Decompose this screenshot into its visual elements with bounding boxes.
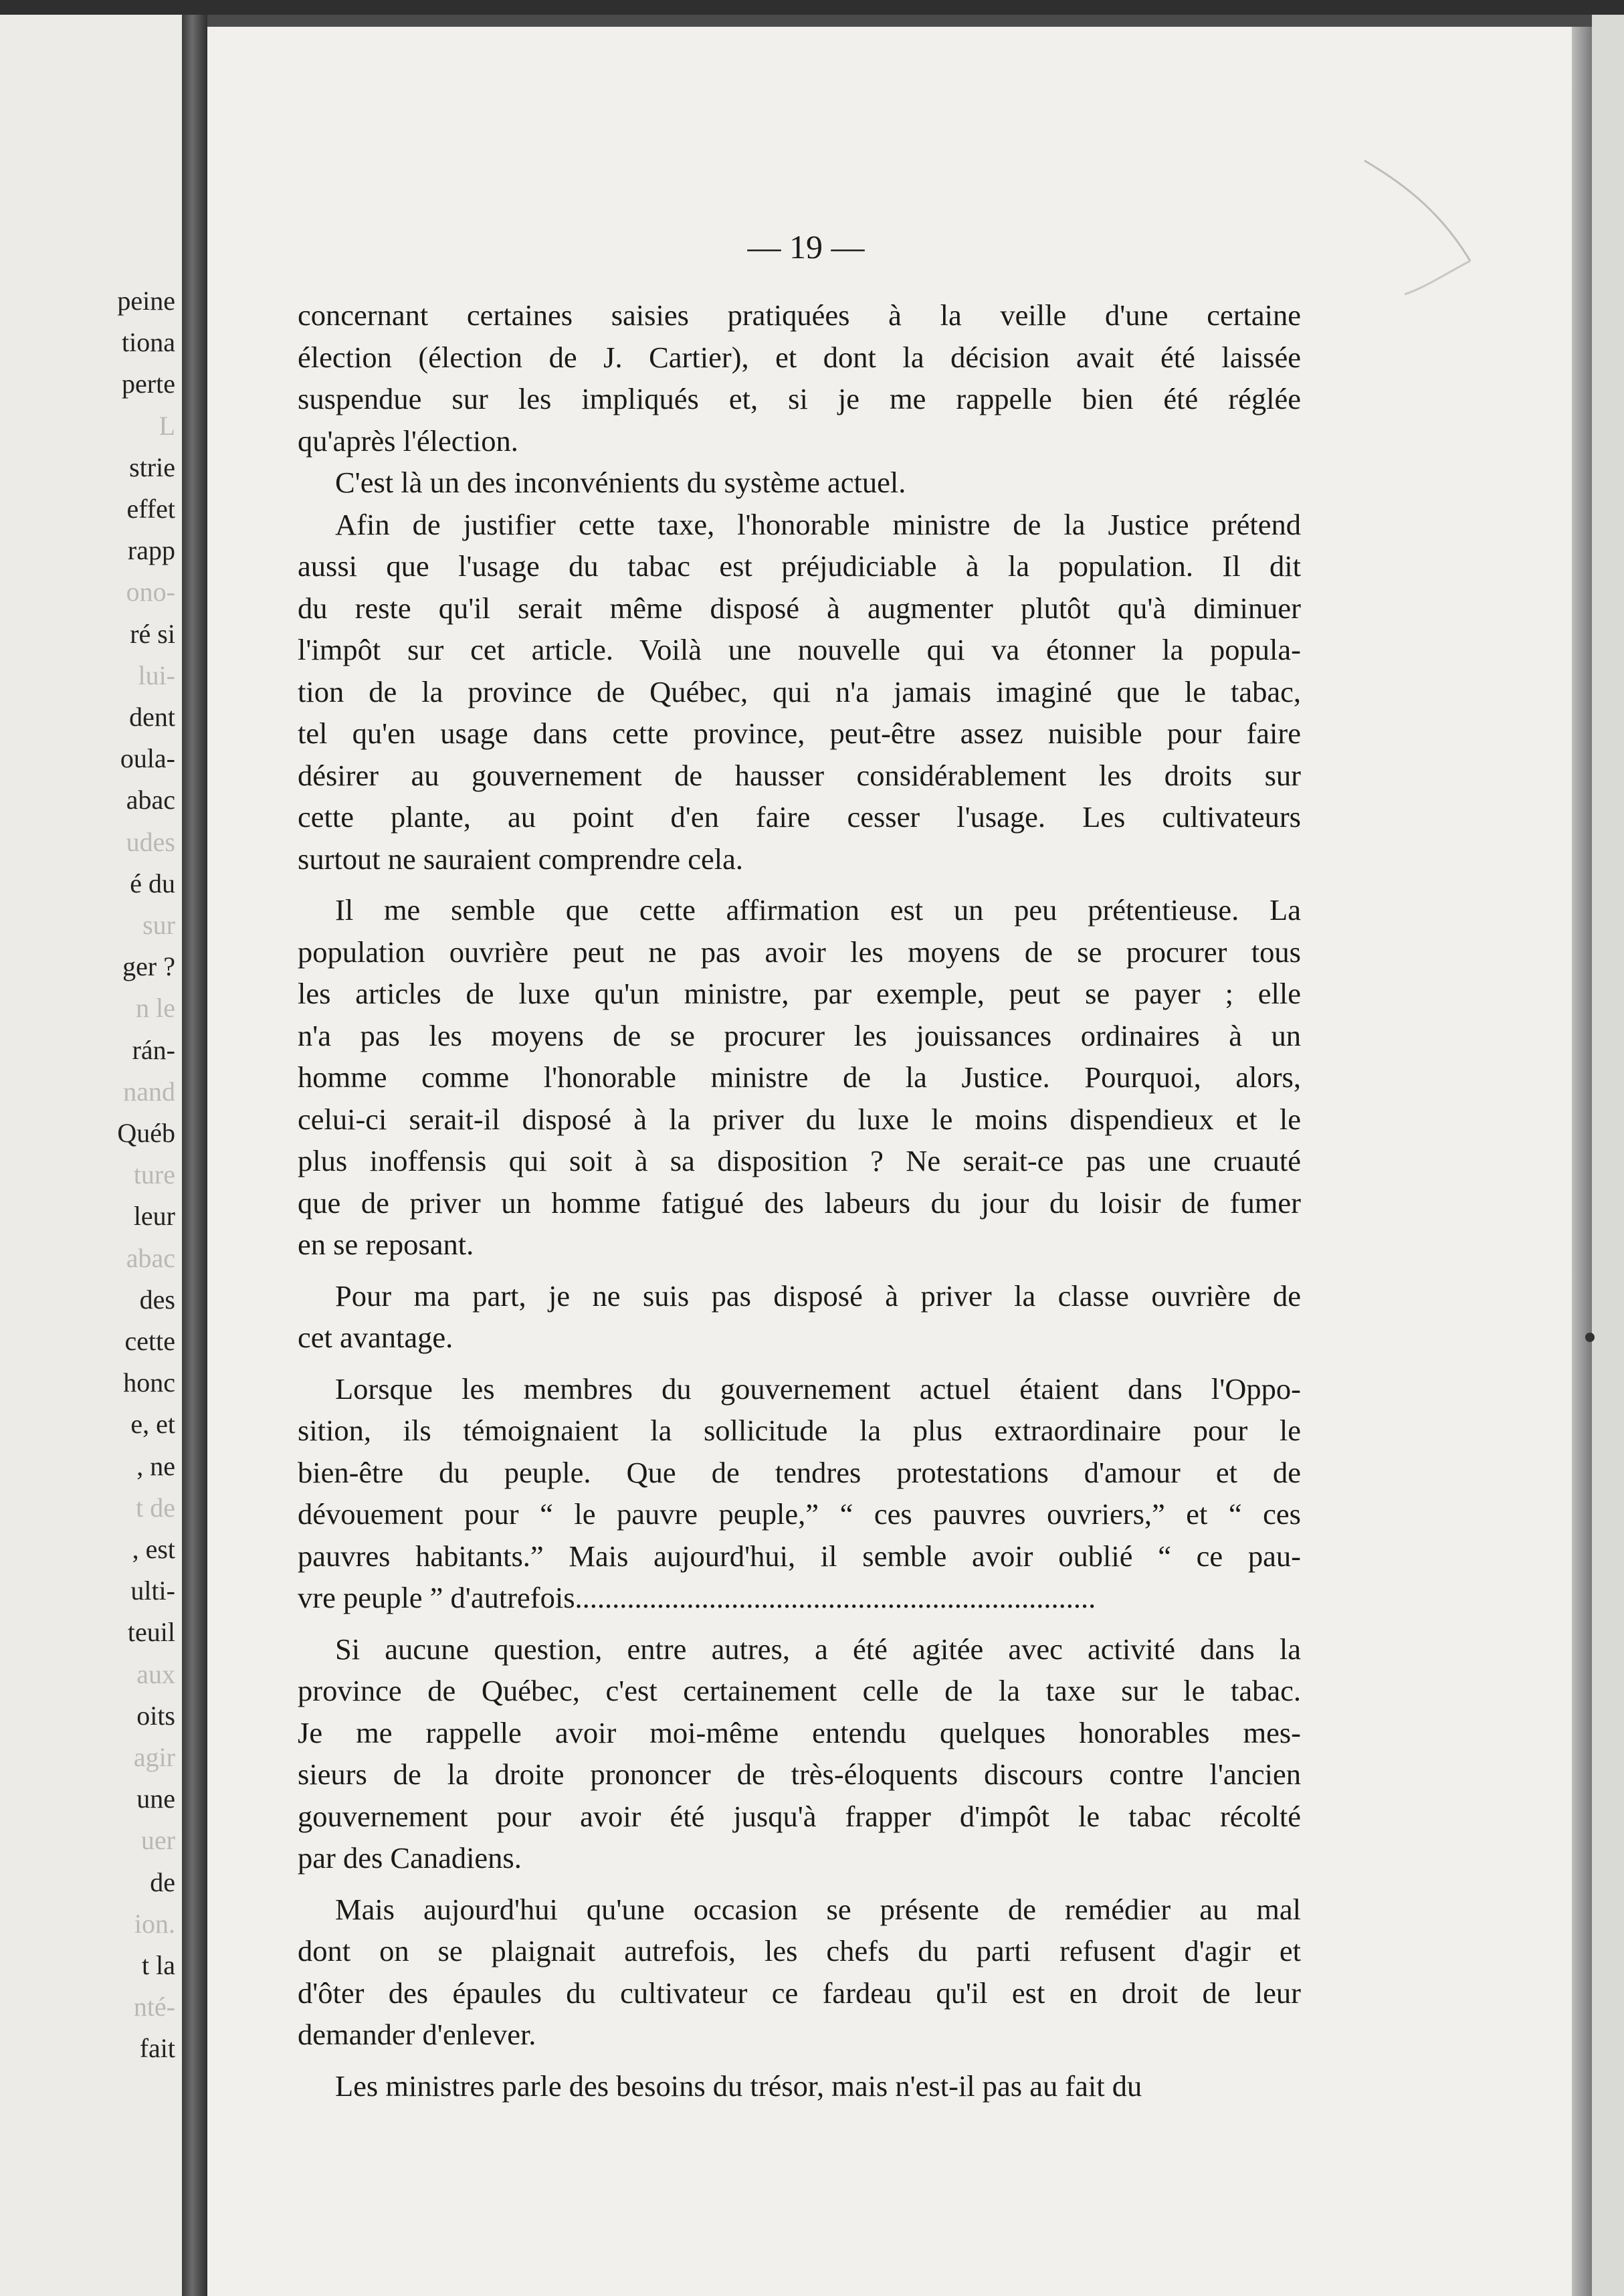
text-line: province de Québec, c'est certainement celle de la taxe sur le tabac.: [298, 1674, 1301, 1707]
left-page-fragment: , ne: [136, 1450, 175, 1481]
left-page-fragment: ture: [133, 1159, 175, 1190]
text-line: gouvernement pour avoir été jusqu'à frapper d'impôt le tabac récolté: [298, 1799, 1301, 1833]
page-edge-shadow: [1572, 27, 1592, 2296]
text-line: cet avantage.: [298, 1321, 453, 1354]
left-page-fragment: tiona: [122, 327, 175, 358]
left-page-fragment: oula-: [120, 743, 175, 774]
text-line: en se reposant.: [298, 1228, 474, 1261]
paragraph: [298, 889, 1301, 1266]
left-page-fragment: uer: [140, 1825, 175, 1856]
paragraph-gap: [298, 1879, 1301, 1889]
page-dot-mark: [1585, 1333, 1595, 1342]
left-page-fragment: ulti-: [130, 1575, 175, 1606]
text-line: Je me rappelle avoir moi-même entendu quelques honorables mes-: [298, 1715, 1301, 1749]
text-line: les articles de luxe qu'un ministre, par exemple, peut se payer ; elle: [298, 977, 1301, 1010]
left-page-fragment: de: [150, 1867, 175, 1897]
text-line: sieurs de la droite prononcer de très-éloquents discours contre l'ancien: [298, 1757, 1301, 1791]
text-line: n'a pas les moyens de se procurer les jouissances ordinaires à un: [298, 1018, 1301, 1052]
pencil-annotation-mark: [1358, 154, 1478, 301]
left-page-fragment: é du: [130, 868, 175, 898]
scan-background-right: [1592, 15, 1624, 2296]
left-page-fragment: leur: [133, 1201, 175, 1232]
paragraph-gap: [298, 1619, 1301, 1628]
text-line: vre peuple ” d'autrefois......................................................................: [298, 1581, 1096, 1614]
paragraph: [298, 504, 1301, 880]
text-line: concernant certaines saisies pratiquées à la veille d'une certaine: [298, 298, 1301, 332]
left-page-fragment: aux: [136, 1658, 175, 1689]
text-line: par des Canadiens.: [298, 1841, 522, 1875]
text-line: suspendue sur les impliqués et, si je me rappelle bien été réglée: [298, 382, 1301, 415]
text-line: plus inoffensis qui soit à sa disposition ? Ne serait-ce pas une cruauté: [298, 1144, 1301, 1177]
text-line: aussi que l'usage du tabac est préjudiciable à la population. Il dit: [298, 549, 1301, 583]
text-line: homme comme l'honorable ministre de la Justice. Pourquoi, alors,: [298, 1060, 1301, 1094]
text-line: désirer au gouvernement de hausser considérablement les droits sur: [298, 758, 1301, 792]
left-page-fragment: oits: [136, 1700, 175, 1731]
text-line: surtout ne sauraient comprendre cela.: [298, 842, 743, 876]
paragraph: [298, 294, 1301, 462]
left-page-fragment: t la: [142, 1950, 175, 1980]
left-page-fragment: nand: [123, 1076, 175, 1107]
left-page-fragment: udes: [126, 826, 175, 857]
text-line: celui-ci serait-il disposé à la priver du luxe le moins dispendieux et le: [298, 1102, 1301, 1136]
left-page-fragment: ré si: [130, 618, 175, 649]
paragraph: [298, 1628, 1301, 1879]
left-page-fragment: teuil: [127, 1617, 175, 1648]
paragraph: [298, 1889, 1301, 2056]
left-page-fragment: e, et: [130, 1409, 175, 1440]
left-page-fragment: ono-: [126, 577, 175, 607]
text-line: demander d'enlever.: [298, 2018, 536, 2051]
text-line: tel qu'en usage dans cette province, peut-être assez nuisible pour faire: [298, 716, 1301, 750]
left-page-fragment: strie: [129, 452, 175, 482]
paragraph: [298, 1368, 1301, 1619]
left-page-margin: [0, 15, 182, 2296]
left-page-fragment: rán-: [132, 1034, 175, 1065]
left-page-fragment: n le: [136, 993, 175, 1024]
left-page-fragment: honc: [123, 1367, 175, 1398]
text-line: qu'après l'élection.: [298, 423, 518, 458]
paragraph-gap: [298, 880, 1301, 889]
left-page-fragment: ion.: [134, 1908, 175, 1939]
text-line: d'ôter des épaules du cultivateur ce fardeau qu'il est en droit de leur: [298, 1976, 1301, 2010]
left-page-fragment: , est: [132, 1534, 175, 1564]
text-line: C'est là un des inconvénients du système actuel.: [335, 466, 906, 499]
left-page-fragment: effet: [126, 494, 175, 524]
left-page-fragment: une: [136, 1784, 175, 1814]
paragraph: [298, 2065, 1301, 2107]
text-line: Les ministres parle des besoins du trésor, mais n'est-il pas au fait du: [335, 2069, 1142, 2103]
left-page-fragment: ger ?: [122, 951, 175, 982]
left-page-fragment: sur: [142, 910, 175, 940]
text-line: élection (élection de J. Cartier), et dont la décision avait été laissée: [298, 340, 1301, 374]
text-line: sition, ils témoignaient la sollicitude la plus extraordinaire pour le: [298, 1414, 1301, 1447]
paragraph: [298, 462, 1301, 504]
scanner-top-edge: [0, 0, 1624, 15]
left-page-fragment: peine: [117, 286, 175, 316]
text-line: bien-être du peuple. Que de tendres protestations d'amour et de: [298, 1455, 1301, 1489]
paragraph-gap: [298, 1359, 1301, 1368]
text-line: dont on se plaignait autrefois, les chefs du parti refusent d'agir et: [298, 1934, 1301, 1968]
left-page-fragment: L: [159, 410, 175, 441]
left-page-fragment: nté-: [133, 1992, 175, 2022]
text-line: population ouvrière peut ne pas avoir les moyens de se procurer tous: [298, 935, 1301, 969]
text-line: Pour ma part, je ne suis pas disposé à priver la classe ouvrière de: [335, 1278, 1301, 1313]
text-line: Lorsque les membres du gouvernement actuel étaient dans l'Oppo-: [335, 1371, 1301, 1406]
left-page-fragment: Québ: [117, 1118, 175, 1148]
left-page-fragment: rapp: [127, 535, 175, 566]
text-line: dévouement pour “ le pauvre peuple,” “ ces pauvres ouvriers,” et “ ces: [298, 1497, 1301, 1531]
text-line: cette plante, au point d'en faire cesser l'usage. Les cultivateurs: [298, 800, 1301, 834]
text-line: Mais aujourd'hui qu'une occasion se présente de remédier au mal: [335, 1892, 1301, 1926]
text-line: tion de la province de Québec, qui n'a jamais imaginé que le tabac,: [298, 674, 1301, 708]
left-page-fragment: fait: [139, 2033, 175, 2064]
body-text: [298, 294, 1301, 2107]
text-line: Afin de justifier cette taxe, l'honorable ministre de la Justice prétend: [335, 507, 1301, 541]
page-number: — 19 —: [747, 228, 865, 266]
left-page-fragment: cette: [124, 1326, 175, 1356]
text-line: Il me semble que cette affirmation est un peu prétentieuse. La: [335, 893, 1301, 927]
paragraph: [298, 1275, 1301, 1359]
left-page-fragment: agir: [133, 1742, 175, 1772]
left-page-fragment: abac: [126, 785, 175, 816]
text-line: pauvres habitants.” Mais aujourd'hui, il semble avoir oublié “ ce pau-: [298, 1539, 1301, 1573]
text-line: que de priver un homme fatigué des labeurs du jour du loisir de fumer: [298, 1185, 1301, 1220]
left-page-fragment: abac: [126, 1242, 175, 1273]
left-page-fragment: lui-: [138, 660, 175, 690]
text-line: l'impôt sur cet article. Voilà une nouvelle qui va étonner la popula-: [298, 633, 1301, 666]
book-gutter: [182, 15, 207, 2296]
left-page-fragment: t de: [136, 1492, 175, 1523]
left-page-fragment: dent: [129, 702, 175, 732]
left-page-fragment: perte: [122, 369, 175, 399]
paragraph-gap: [298, 2056, 1301, 2065]
left-page-fragment: des: [139, 1284, 175, 1315]
text-line: Si aucune question, entre autres, a été agitée avec activité dans la: [335, 1632, 1301, 1666]
paragraph-gap: [298, 1266, 1301, 1275]
text-line: du reste qu'il serait même disposé à augmenter plutôt qu'à diminuer: [298, 591, 1301, 625]
